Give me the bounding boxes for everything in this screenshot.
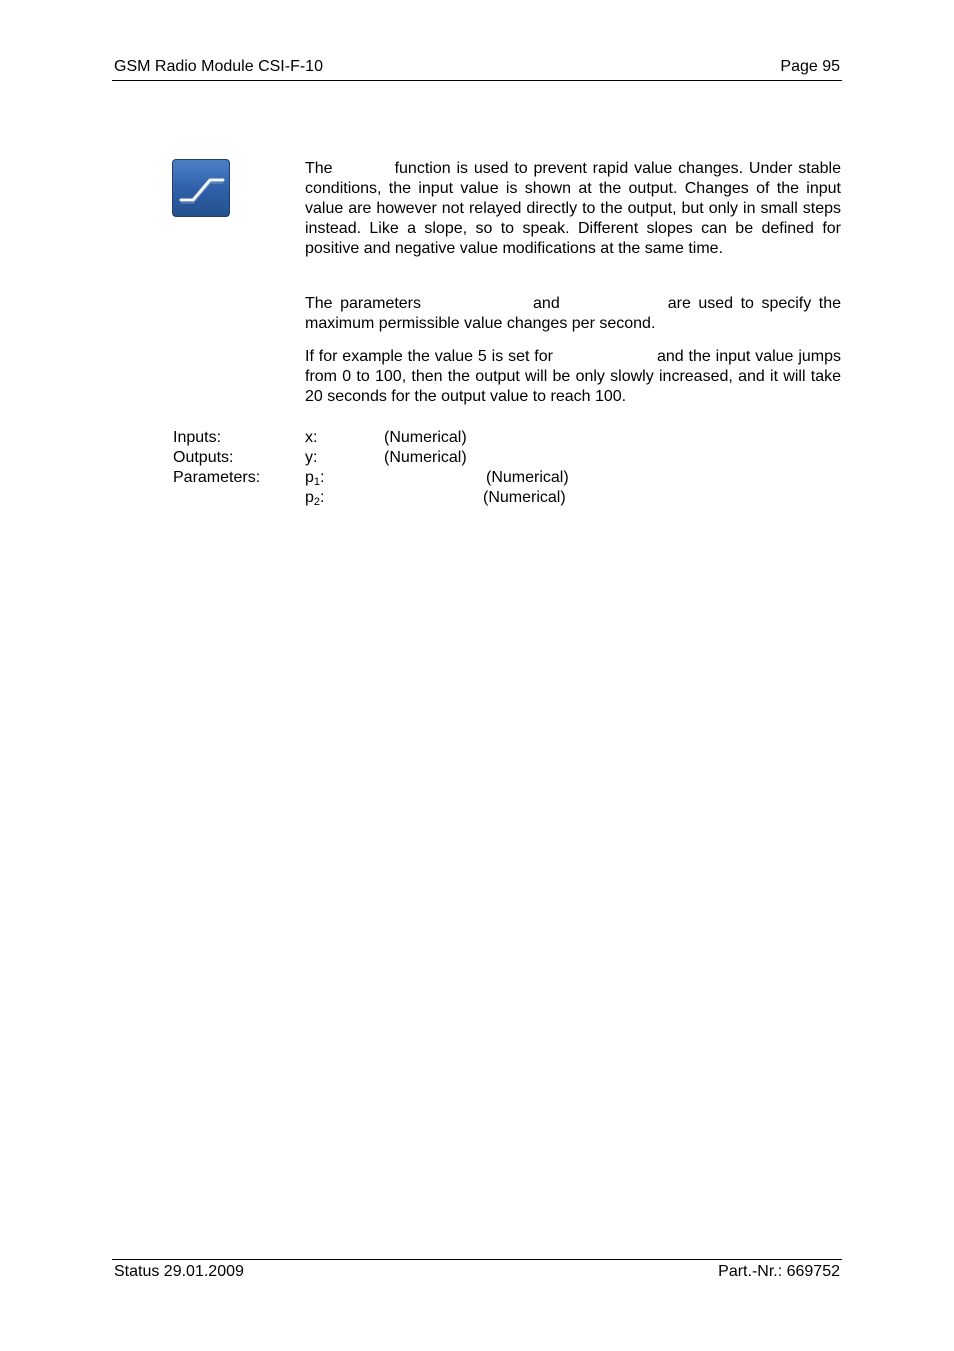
inputs-label: Inputs:: [173, 429, 222, 446]
p2-start: The parameters: [305, 295, 422, 312]
p3-start: If for example the value 5 is set for: [305, 348, 553, 365]
output-y-key: y:: [305, 449, 318, 466]
part-number: Part.-Nr.: 669752: [718, 1263, 840, 1280]
page-number: Page 95: [780, 58, 840, 75]
p2-subscript: 2: [313, 496, 321, 508]
p2-colon: :: [320, 489, 325, 506]
p2-letter: p: [305, 489, 314, 506]
p1-rest: function is used to prevent rapid value changes. Under stable conditions, the input value is shown at the output. Changes of the input value are however not relayed directly to the output, but only in small steps instead. Like a slope, so to speak. Different slopes can be defined for positive and negative value modifications at the same time.: [305, 160, 841, 257]
param-p2-key: [305, 488, 324, 508]
p1-colon: :: [320, 469, 325, 486]
param-p1-type: (Numerical): [486, 469, 569, 486]
page-header: [112, 58, 842, 81]
page-footer: [112, 1259, 842, 1280]
input-x-key: x:: [305, 429, 318, 446]
paragraph-example: [305, 347, 841, 407]
paragraph-description: [305, 159, 841, 259]
p2-rest: are used to specify the maximum permissible value changes per second.: [305, 295, 842, 332]
p2-and: and: [533, 295, 560, 312]
output-y-type: (Numerical): [384, 449, 467, 466]
status-date: Status 29.01.2009: [114, 1263, 244, 1280]
p1-letter: p: [305, 469, 314, 486]
p3-rest: and the input value jumps from 0 to 100, then the output will be only slowly increased, and it will take 20 seconds for the output value to reach 100.: [305, 348, 842, 405]
ramp-function-icon: [172, 159, 230, 217]
outputs-label: Outputs:: [173, 449, 234, 466]
paragraph-parameters: [305, 294, 841, 334]
param-p1-key: [305, 468, 324, 488]
param-p2-type: (Numerical): [483, 489, 566, 506]
document-title: GSM Radio Module CSI-F-10: [114, 58, 323, 75]
p1-start: The: [305, 160, 333, 177]
p1-subscript: 1: [313, 476, 321, 488]
parameters-label: Parameters:: [173, 469, 261, 486]
input-x-type: (Numerical): [384, 429, 467, 446]
